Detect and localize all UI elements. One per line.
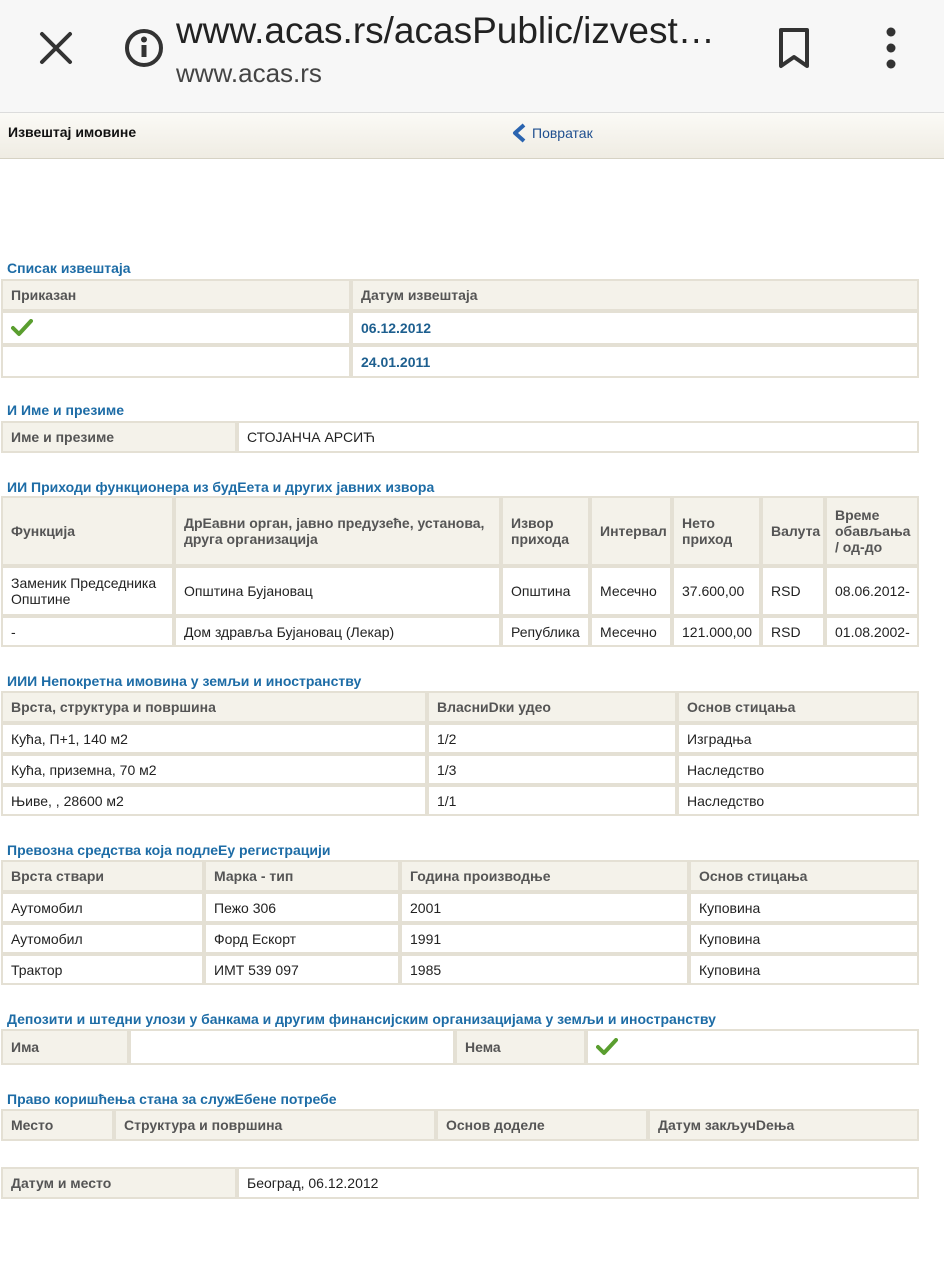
vehicles-table <box>1 860 919 985</box>
column-header: Време обављања / од-до <box>825 496 919 566</box>
property-table <box>1 691 919 816</box>
column-header: Датум извештаја <box>351 279 919 311</box>
close-icon[interactable] <box>36 28 76 68</box>
table-cell: Заменик Председника Општине <box>1 566 174 616</box>
table-cell: 08.06.2012- <box>825 566 919 616</box>
table-header-row <box>1 691 919 723</box>
table-header-row <box>1 496 919 566</box>
column-header: Нето приход <box>672 496 761 566</box>
column-header: Датум закључDења <box>648 1109 919 1141</box>
table-cell: Аутомобил <box>1 923 204 954</box>
table-row <box>1 1167 919 1199</box>
table-cell: Република <box>501 616 590 647</box>
url-text[interactable]: www.acas.rs/acasPublic/izvest… <box>176 10 715 51</box>
table-cell: Општина Бујановац <box>174 566 501 616</box>
table-cell: RSD <box>761 566 825 616</box>
info-icon[interactable] <box>122 26 166 70</box>
reports-table <box>1 279 919 378</box>
chevron-left-icon <box>510 123 528 143</box>
more-options-icon[interactable] <box>880 26 902 70</box>
table-cell: Наследство <box>677 785 919 816</box>
page-title: Извештај имовине <box>8 124 137 140</box>
table-header-row <box>1 860 919 892</box>
property-section-title: ИИИ Непокретна имовина у земљи и иностранству <box>7 673 362 689</box>
checkmark-icon <box>11 319 33 337</box>
table-cell: Наследство <box>677 754 919 785</box>
column-header: Основ стицања <box>689 860 919 892</box>
table-cell: Месечно <box>590 566 672 616</box>
table-cell: 37.600,00 <box>672 566 761 616</box>
no-deposits-cell <box>586 1029 919 1065</box>
column-header: Функција <box>1 496 174 566</box>
checkmark-icon <box>596 1038 618 1056</box>
back-link-label: Повратак <box>532 125 593 141</box>
shown-cell <box>1 311 351 345</box>
no-deposits-label: Нема <box>455 1029 586 1065</box>
column-header: Структура и површина <box>114 1109 436 1141</box>
income-section-title: ИИ Приходи функционера из будЕета и других јавних извора <box>7 479 435 495</box>
table-row <box>1 754 919 785</box>
date-place-label: Датум и место <box>1 1167 237 1199</box>
table-cell: Општина <box>501 566 590 616</box>
date-place-value: Београд, 06.12.2012 <box>237 1167 919 1199</box>
deposits-table <box>1 1029 919 1065</box>
table-cell: Кућа, приземна, 70 м2 <box>1 754 427 785</box>
name-section-title: И Име и презиме <box>7 402 125 418</box>
table-cell: Куповина <box>689 954 919 985</box>
column-header: ДрЕавни орган, јавно предузеће, установа, друга организација <box>174 496 501 566</box>
table-cell: Куповина <box>689 923 919 954</box>
table-row <box>1 785 919 816</box>
column-header: Основ доделе <box>436 1109 648 1141</box>
column-header: Основ стицања <box>677 691 919 723</box>
table-cell: RSD <box>761 616 825 647</box>
back-link[interactable] <box>510 123 593 143</box>
deposits-section-title: Депозити и штедни улози у банкама и другим финансијским организацијама у земљи и иностранству <box>7 1011 716 1027</box>
column-header: Година производње <box>400 860 689 892</box>
table-cell: 1991 <box>400 923 689 954</box>
table-cell: 01.08.2002- <box>825 616 919 647</box>
table-cell: Трактор <box>1 954 204 985</box>
host-text: www.acas.rs <box>176 58 322 88</box>
table-cell: 2001 <box>400 892 689 923</box>
report-date-link[interactable]: 06.12.2012 <box>351 311 919 345</box>
page-header <box>0 113 944 159</box>
table-cell: 1985 <box>400 954 689 985</box>
report-date-link[interactable]: 24.01.2011 <box>351 345 919 378</box>
name-label: Име и презиме <box>1 421 237 453</box>
reports-section-title: Списак извештаја <box>7 260 131 276</box>
table-cell: ИМТ 539 097 <box>204 954 400 985</box>
table-cell: 1/1 <box>427 785 677 816</box>
income-table <box>1 496 919 647</box>
column-header: Извор прихода <box>501 496 590 566</box>
apartment-section-title: Право коришћења стана за служЕбене потребе <box>7 1091 337 1107</box>
vehicles-section-title: Превозна средства која подлеЕу регистрацији <box>7 842 331 858</box>
has-deposits-cell <box>129 1029 455 1065</box>
table-cell: Пежо 306 <box>204 892 400 923</box>
table-row <box>1 311 919 345</box>
shown-cell <box>1 345 351 378</box>
table-cell: - <box>1 616 174 647</box>
table-header-row <box>1 1109 919 1141</box>
table-row <box>1 421 919 453</box>
column-header: Интервал <box>590 496 672 566</box>
column-header: ВласниDки удео <box>427 691 677 723</box>
table-row <box>1 1029 919 1065</box>
table-cell: Њиве, , 28600 м2 <box>1 785 427 816</box>
column-header: Приказан <box>1 279 351 311</box>
table-row <box>1 345 919 378</box>
table-row <box>1 723 919 754</box>
table-row <box>1 892 919 923</box>
table-cell: Месечно <box>590 616 672 647</box>
column-header: Валута <box>761 496 825 566</box>
bookmark-icon[interactable] <box>776 26 812 70</box>
name-table <box>1 421 919 453</box>
apartment-table <box>1 1109 919 1141</box>
table-row <box>1 954 919 985</box>
column-header: Место <box>1 1109 114 1141</box>
table-cell: Кућа, П+1, 140 м2 <box>1 723 427 754</box>
column-header: Марка - тип <box>204 860 400 892</box>
name-value: СТОЈАНЧА АРСИЋ <box>237 421 919 453</box>
date-place-table <box>1 1167 919 1199</box>
browser-toolbar <box>0 0 944 113</box>
table-row <box>1 923 919 954</box>
table-cell: 1/3 <box>427 754 677 785</box>
table-header-row <box>1 279 919 311</box>
table-row <box>1 616 919 647</box>
table-cell: Аутомобил <box>1 892 204 923</box>
table-cell: Дом здравља Бујановац (Лекар) <box>174 616 501 647</box>
table-cell: 1/2 <box>427 723 677 754</box>
has-deposits-label: Има <box>1 1029 129 1065</box>
column-header: Врста ствари <box>1 860 204 892</box>
table-row <box>1 566 919 616</box>
table-cell: 121.000,00 <box>672 616 761 647</box>
table-cell: Изградња <box>677 723 919 754</box>
table-cell: Форд Ескорт <box>204 923 400 954</box>
table-cell: Куповина <box>689 892 919 923</box>
column-header: Врста, структура и површина <box>1 691 427 723</box>
